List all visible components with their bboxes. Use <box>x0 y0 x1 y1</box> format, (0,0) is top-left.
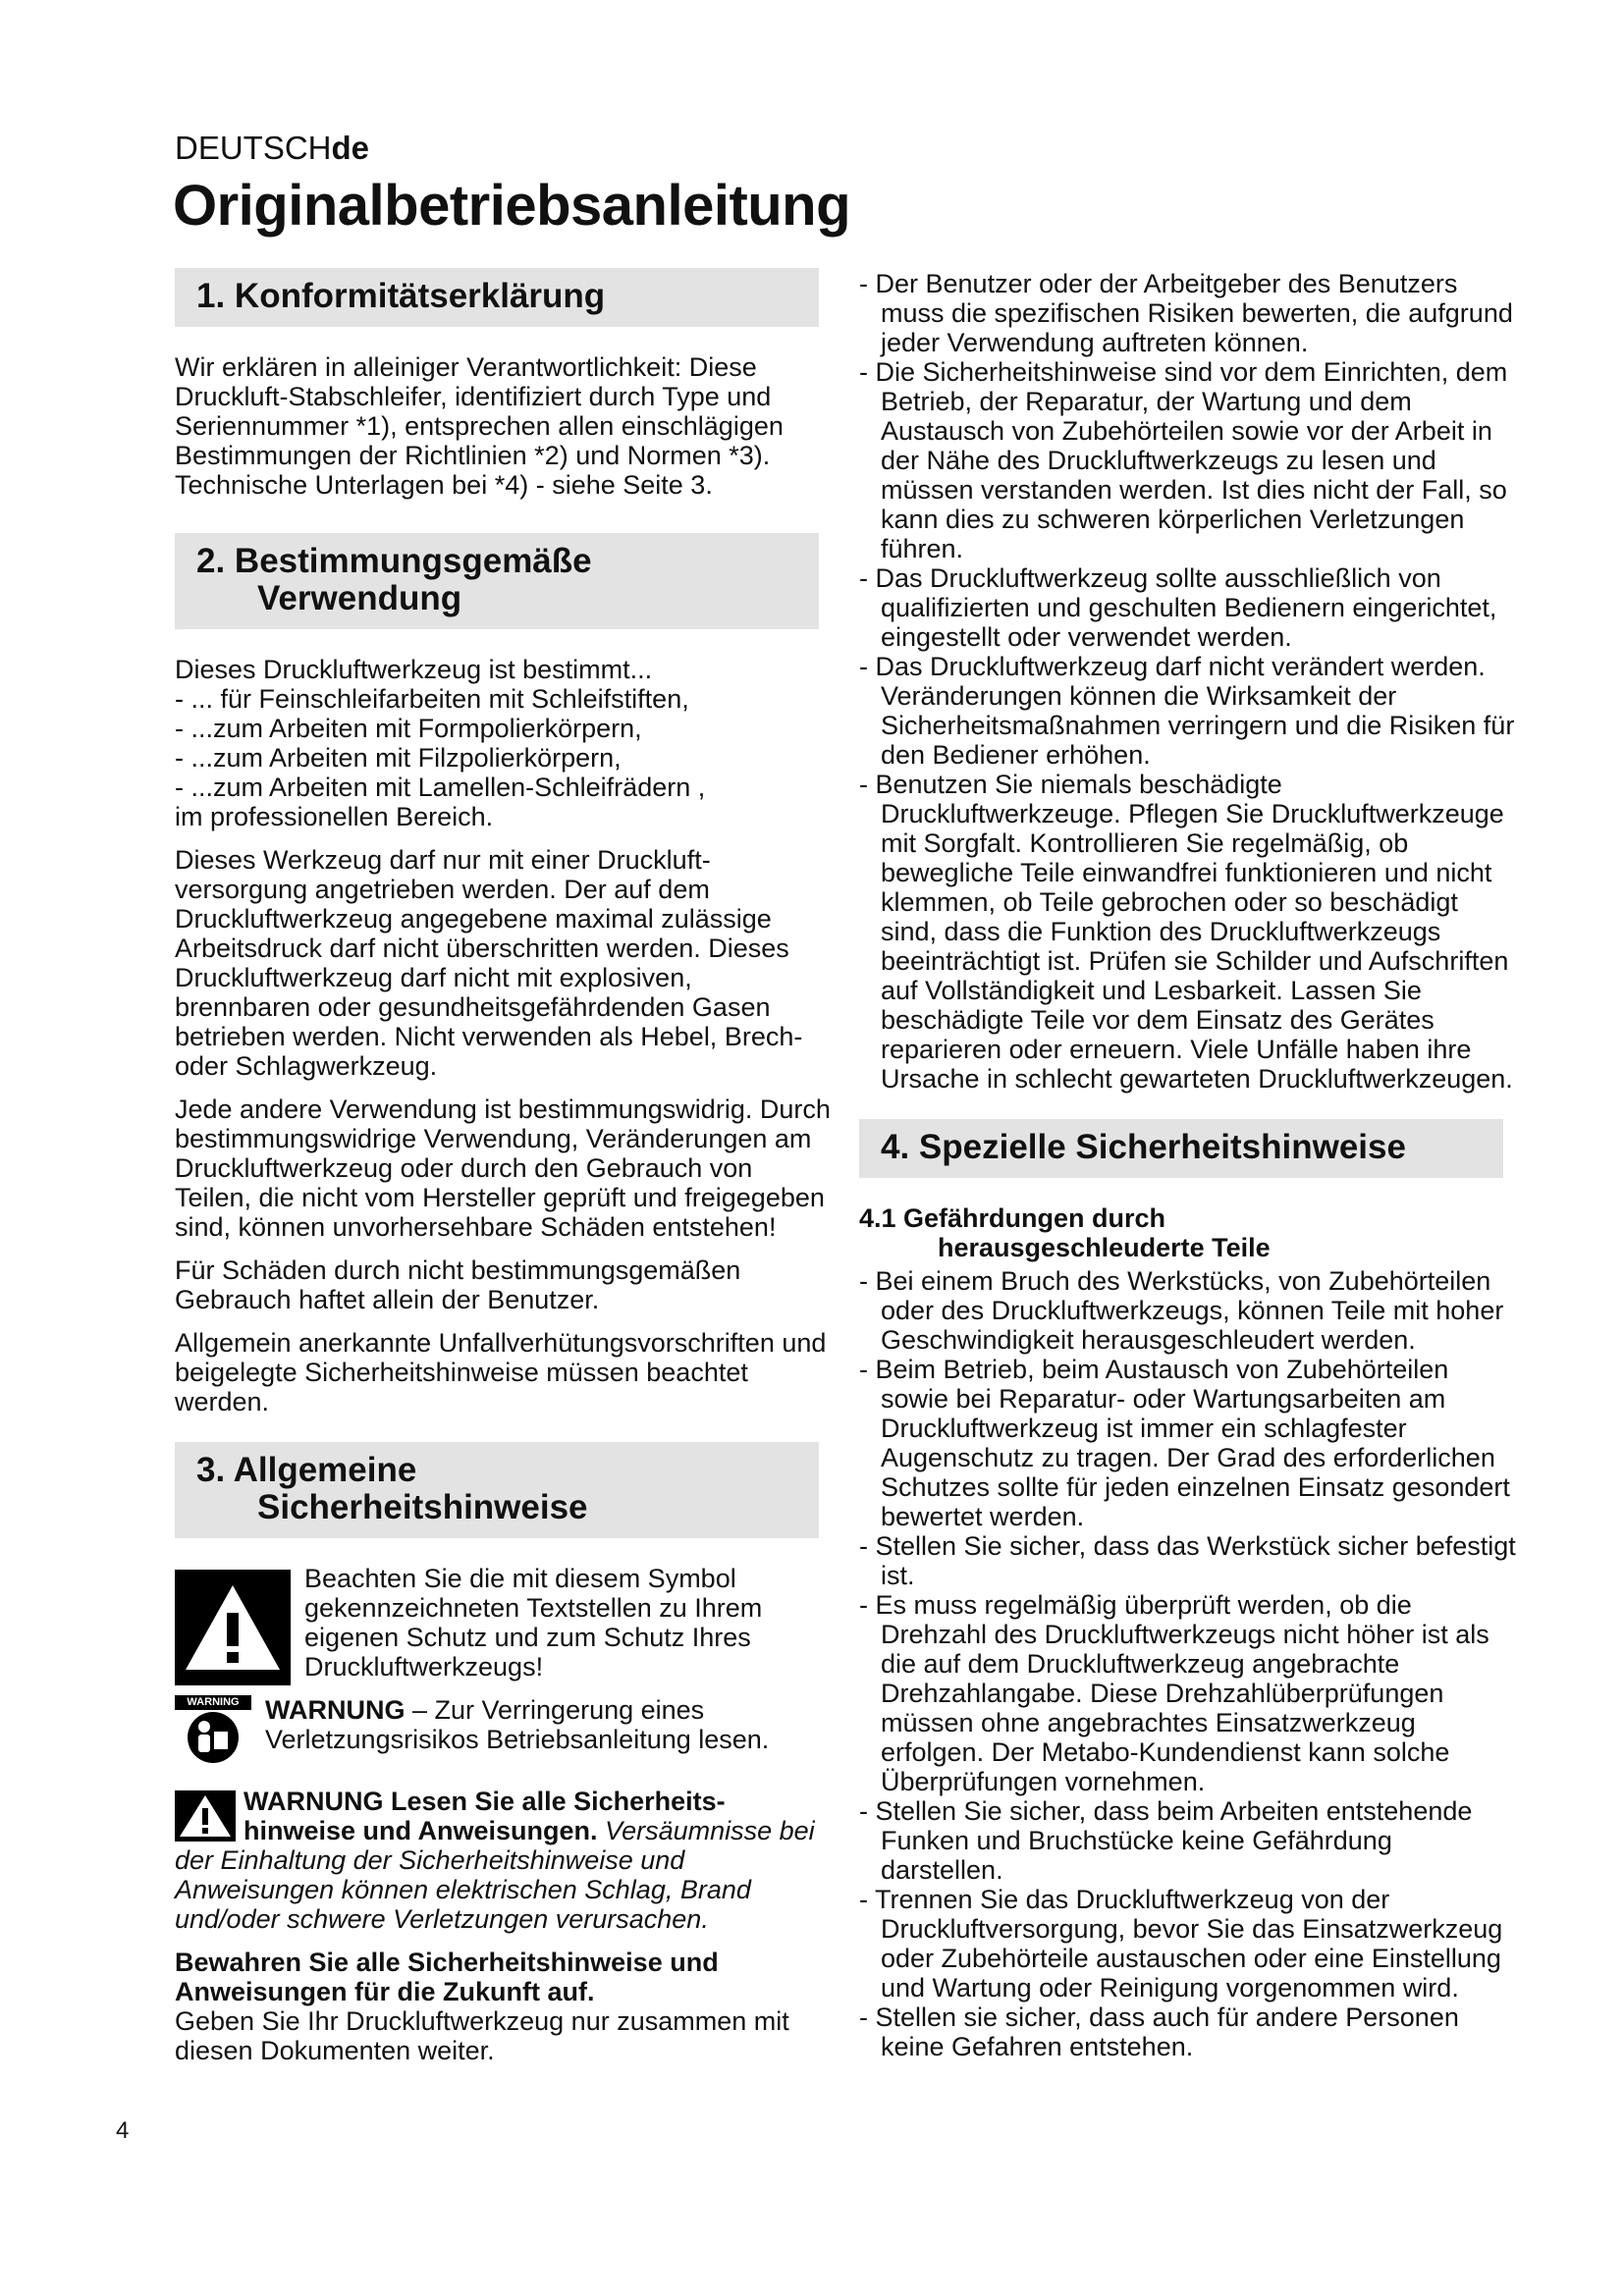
section-2-heading: 2. Bestimmungsgemäße Verwendung <box>175 533 819 629</box>
warning-symbol-row <box>175 1564 831 1685</box>
list-item: - ...zum Arbeiten mit Lamellen-Schleifrädern , <box>175 773 831 802</box>
list-item: - Der Benutzer oder der Arbeitgeber des Benutzers muss die spezifischen Risiken bewerten, die aufgrund jeder Verwendung auftreten können. <box>859 269 1519 357</box>
section-3-heading: 3. Allgemeine Sicherheitshinweise <box>175 1442 819 1538</box>
list-item: - Das Druckluftwerkzeug sollte ausschließlich von qualifizierten und geschulten Bedienern eingerichtet, eingestellt oder verwendet werden. <box>859 563 1519 652</box>
section-4-heading: 4. Spezielle Sicherheitshinweise <box>859 1119 1503 1178</box>
section-2-paragraph: Dieses Werkzeug darf nur mit einer Druckluft-versorgung angetrieben werden. Der auf dem Druckluftwerkzeug angegebene maximal zulässige Arbeitsdruck darf nicht überschritten werden. Dieses Druckluftwerkzeug darf nicht mit explosiven, brennbaren oder gesundheitsgefährdenden Gasen betrieben werden. Nicht verwenden als Hebel, Brech- oder Schlagwerkzeug. <box>175 845 803 1081</box>
list-item: - ...zum Arbeiten mit Formpolierkörpern, <box>175 714 831 743</box>
keep-instructions: Bewahren Sie alle Sicherheitshinweise und Anweisungen für die Zukunft auf. Geben Sie Ihr Druckluftwerkzeug nur zusammen mit diesen Dokumenten weiter. <box>175 1948 789 2065</box>
manual-warning-row <box>175 1695 831 1771</box>
usage-list <box>175 684 831 802</box>
list-item: - Stellen Sie sicher, dass beim Arbeiten entstehende Funken und Bruchstücke keine Gefährdung darstellen. <box>859 1796 1519 1885</box>
section-2-intro: Dieses Druckluftwerkzeug ist bestimmt... <box>175 655 653 684</box>
list-item: - ...zum Arbeiten mit Filzpolierkörpern, <box>175 743 831 773</box>
section-2-paragraph: Für Schäden durch nicht bestimmungsgemäßen Gebrauch haftet allein der Benutzer. <box>175 1255 741 1314</box>
subsection-4-1-heading: 4.1 Gefährdungen durch herausgeschleuderte Teile <box>859 1203 1271 1262</box>
section-1-heading: 1. Konformitätserklärung <box>175 268 819 327</box>
list-item: - Es muss regelmäßig überprüft werden, ob die Drehzahl des Druckluftwerkzeugs nicht höher ist als die auf dem Druckluftwerkzeug angebrachte Drehzahlangabe. Diese Drehzahlüberprüfungen müssen ohne angebrachtes Einsatzwerkzeug erfolgen. Der Metabo-Kundendienst kann solche Überprüfungen vornehmen. <box>859 1590 1519 1796</box>
page-title: Originalbetriebsanleitung <box>173 174 851 238</box>
warning-triangle-icon <box>175 1790 236 1842</box>
list-item: - Stellen sie sicher, dass auch für andere Personen keine Gefahren entstehen. <box>859 2002 1519 2061</box>
list-item: - ... für Feinschleifarbeiten mit Schleifstiften, <box>175 684 831 714</box>
section-1-text: Wir erklären in alleiniger Verantwortlichkeit: Diese Druckluft-Stabschleifer, identifiziert durch Type und Seriennummer *1), entsprechen allen einschlägigen Bestimmungen der Richtlinien *2) und Normen *3). Technische Unterlagen bei *4) - siehe Seite 3. <box>175 352 784 500</box>
list-item: - Die Sicherheitshinweise sind vor dem Einrichten, dem Betrieb, der Reparatur, der Wartung und dem Austausch von Zubehörteilen sowie vor der Arbeit in der Nähe des Druckluftwerkzeugs zu lesen und müssen verstanden werden. Ist dies nicht der Fall, so kann dies zu schweren körperlichen Verletzungen führen. <box>859 357 1519 563</box>
list-item: - Benutzen Sie niemals beschädigte Druckluftwerkzeuge. Pflegen Sie Druckluftwerkzeuge mit Sorgfalt. Kontrollieren Sie regelmäßig, ob bewegliche Teile einwandfrei funktionieren und nicht klemmen, ob Teile gebrochen oder so beschädigt sind, dass die Funktion des Druckluftwerkzeugs beeinträchtigt ist. Prüfen sie Schilder und Aufschriften auf Vollständigkeit und Lesbarkeit. Lassen Sie beschädigte Teile vor dem Einsatz des Gerätes reparieren oder erneuern. Viele Unfälle haben ihre Ursache in schlecht gewarteten Druckluftwerkzeugen. <box>859 770 1519 1094</box>
list-item: - Stellen Sie sicher, dass das Werkstück sicher befestigt ist. <box>859 1531 1519 1590</box>
section-2-paragraph: Jede andere Verwendung ist bestimmungswidrig. Durch bestimmungswidrige Verwendung, Veränderungen am Druckluftwerkzeug oder durch den Gebrauch von Teilen, die nicht vom Hersteller geprüft und freigegeben sind, können unvorhersehbare Schäden entstehen! <box>175 1095 831 1242</box>
read-manual-icon: WARNING <box>175 1695 251 1771</box>
list-item: - Trennen Sie das Druckluftwerkzeug von der Druckluftversorgung, bevor Sie das Einsatzwerkzeug oder Zubehörteile austauschen oder eine Einstellung und Wartung oder Reinigung vorgenommen wird. <box>859 1885 1519 2002</box>
warning-triangle-icon <box>175 1570 291 1685</box>
language-label: DEUTSCHde <box>175 130 370 166</box>
manual-warning-text: WARNUNG – Zur Verringerung eines Verletzungsrisikos Betriebsanleitung lesen. <box>265 1695 770 1754</box>
right-column <box>859 269 1519 2061</box>
list-item: - Das Druckluftwerkzeug darf nicht verändert werden. Veränderungen können die Wirksamkeit der Sicherheitsmaßnahmen verringern und die Risiken für den Bediener erhöhen. <box>859 652 1519 770</box>
symbol-description: Beachten Sie die mit diesem Symbol gekennzeichneten Textstellen zu Ihrem eigenen Schutz und zum Schutz Ihres Druckluftwerkzeugs! <box>304 1564 763 1682</box>
page-number: 4 <box>116 2117 130 2144</box>
safety-list <box>859 269 1519 1094</box>
section-2-paragraph: Allgemein anerkannte Unfallverhütungsvorschriften und beigelegte Sicherheitshinweise müssen beachtet werden. <box>175 1328 827 1416</box>
list-item: - Bei einem Bruch des Werkstücks, von Zubehörteilen oder des Druckluftwerkzeugs, können Teile mit hoher Geschwindigkeit herausgeschleudert werden. <box>859 1266 1519 1355</box>
section-2-outro: im professionellen Bereich. <box>175 802 494 831</box>
general-warning: WARNUNG Lesen Sie alle Sicherheits-hinweise und Anweisungen. Versäumnisse bei der Einhaltung der Sicherheitshinweise und Anweisungen können elektrischen Schlag, Brand und/oder schwere Verletzungen verursachen. <box>175 1787 815 1934</box>
list-item: - Beim Betrieb, beim Austausch von Zubehörteilen sowie bei Reparatur- oder Wartungsarbeiten am Druckluftwerkzeug ist immer ein schlagfester Augenschutz zu tragen. Der Grad des erforderlichen Schutzes sollte für jeden einzelnen Einsatz gesondert bewertet werden. <box>859 1355 1519 1531</box>
hazard-list <box>859 1266 1519 2061</box>
left-column <box>175 268 831 2079</box>
